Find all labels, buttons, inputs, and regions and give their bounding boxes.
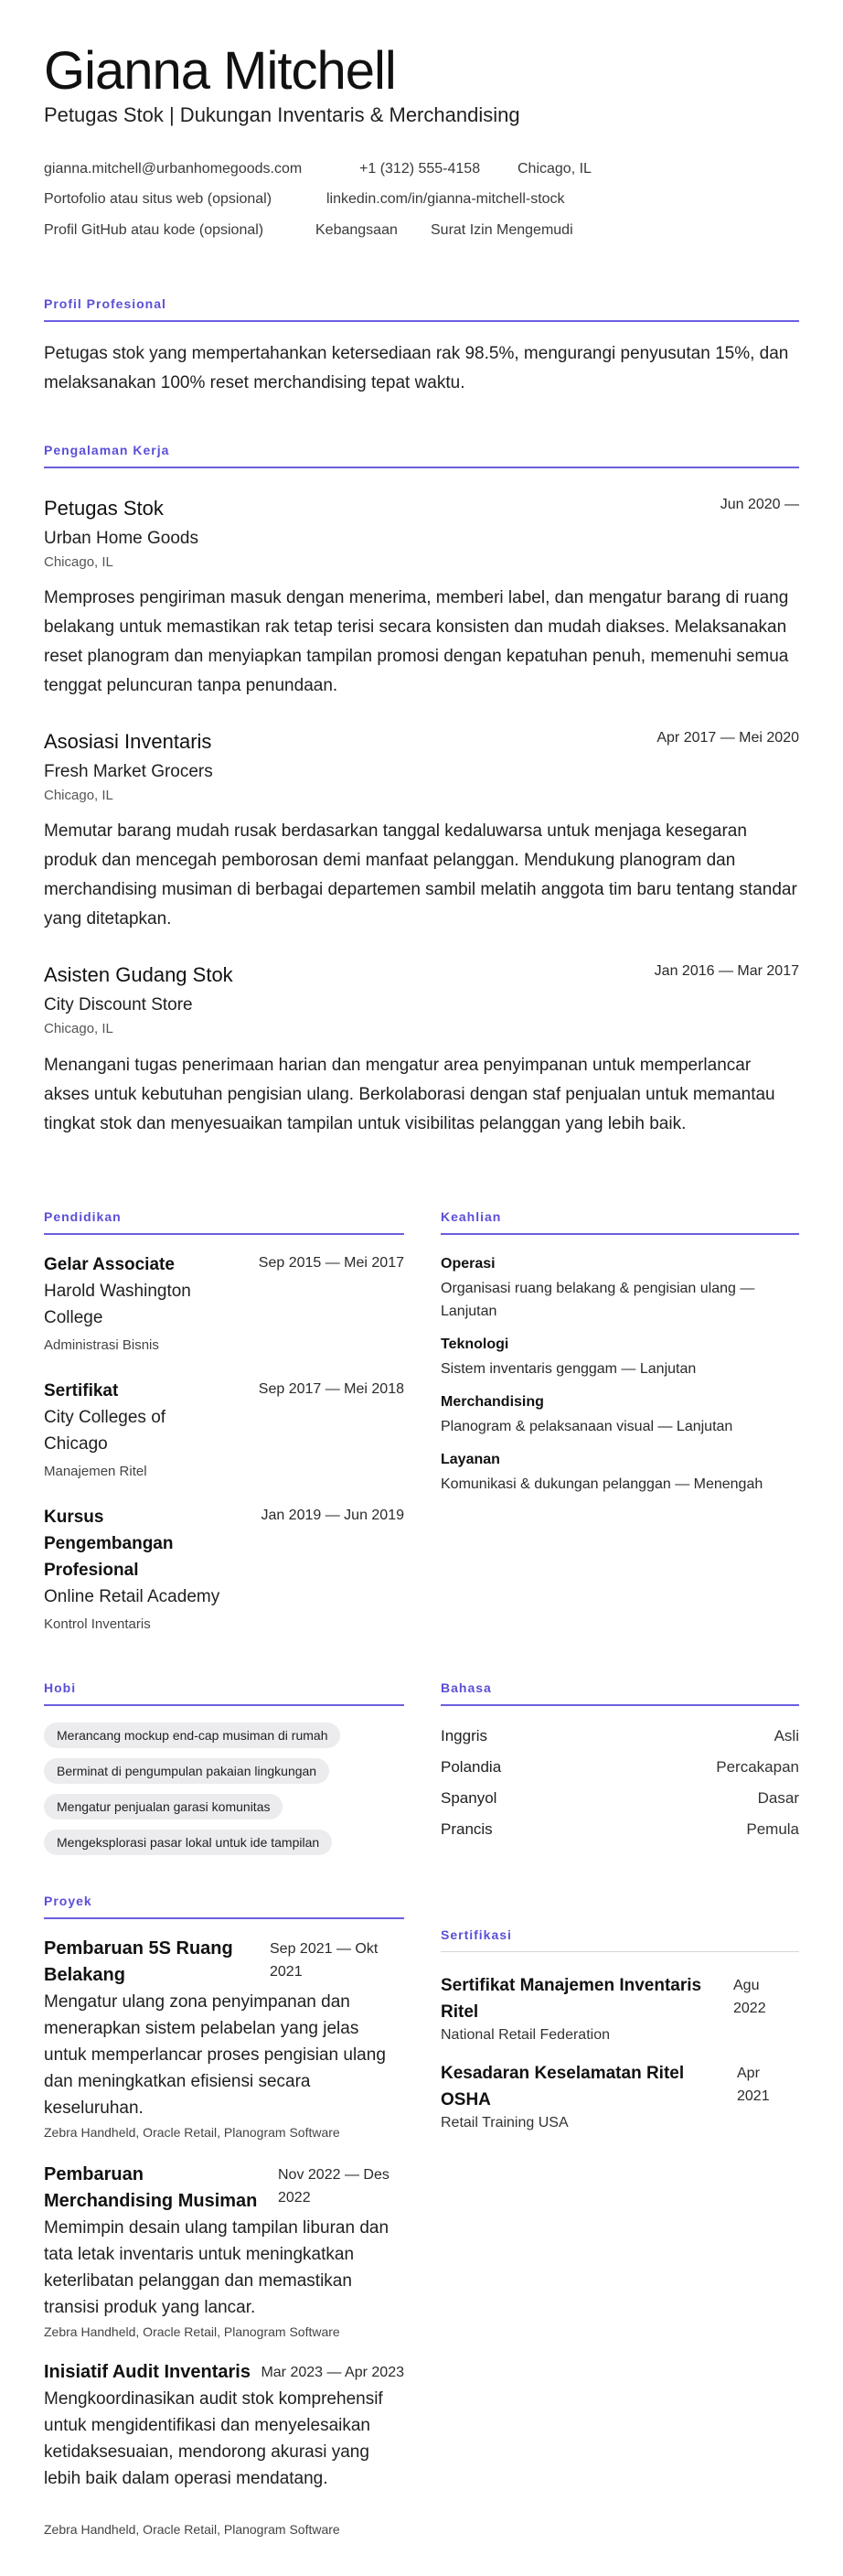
certification-date: Apr 2021 <box>737 2066 770 2104</box>
project-title: Pembaruan 5S Ruang Belakang <box>44 1938 233 1985</box>
hobby-chip: Mengeksplorasi pasar lokal untuk ide tampilan <box>44 1830 332 1855</box>
languages-divider <box>441 1704 799 1706</box>
job-description: Menangani tugas penerimaan harian dan mengatur area penyimpanan untuk memperlancar akses untuk kebutuhan pengisian ulang. Berkolaborasi dengan staf penjualan untuk memantau tingkat stok dan menyesuaikan tampilan untuk visibilitas pelanggan yang lebih baik. <box>44 1056 775 1133</box>
education-heading: Pendidikan <box>44 1209 122 1224</box>
project-title: Inisiatif Audit Inventaris <box>44 2362 251 2382</box>
job-company: Fresh Market Grocers <box>44 762 213 781</box>
education-degree: Sertifikat <box>44 1381 119 1401</box>
certification-issuer: National Retail Federation <box>441 2027 610 2043</box>
education-field: Kontrol Inventaris <box>44 1616 151 1632</box>
job-title: Asosiasi Inventaris <box>44 730 212 753</box>
job-dates: Apr 2017 — Mei 2020 <box>656 730 799 746</box>
contact-portfolio[interactable]: Portofolio atau situs web (opsional) <box>44 191 272 207</box>
candidate-name: Gianna Mitchell <box>44 41 396 101</box>
skill-value: Sistem inventaris genggam — Lanjutan <box>441 1361 697 1377</box>
certifications-heading: Sertifikasi <box>441 1927 512 1942</box>
language-name: Polandia <box>441 1758 502 1776</box>
summary-divider <box>44 320 799 322</box>
project-title: Pembaruan Merchandising Musiman <box>44 2164 258 2211</box>
education-school: City Colleges of Chicago <box>44 1408 166 1454</box>
project-dates: Sep 2021 — Okt 2021 <box>270 1941 379 1980</box>
education-divider <box>44 1233 404 1235</box>
candidate-subtitle: Petugas Stok | Dukungan Inventaris & Merchandising <box>44 103 520 126</box>
hobby-chip: Mengatur penjualan garasi komunitas <box>44 1794 283 1819</box>
projects-divider <box>44 1917 404 1919</box>
job-title: Asisten Gudang Stok <box>44 963 233 986</box>
project-tools: Zebra Handheld, Oracle Retail, Planogram Software <box>44 2522 340 2537</box>
project-description: Memimpin desain ulang tampilan liburan dan tata letak inventaris untuk meningkatkan keterlibatan pelanggan dan memastikan transisi produk yang lancar. <box>44 2218 389 2317</box>
project-tools: Zebra Handheld, Oracle Retail, Planogram Software <box>44 2324 340 2339</box>
hobbies-divider <box>44 1704 404 1706</box>
hobbies-heading: Hobi <box>44 1680 77 1695</box>
job-location: Chicago, IL <box>44 788 113 803</box>
skill-category: Teknologi <box>441 1336 509 1352</box>
certification-name: Kesadaran Keselamatan Ritel OSHA <box>441 2064 685 2109</box>
project-dates: Mar 2023 — Apr 2023 <box>261 2365 404 2380</box>
contact-nationality: Kebangsaan <box>315 222 398 238</box>
education-degree: Gelar Associate <box>44 1255 175 1274</box>
skill-value: Planogram & pelaksanaan visual — Lanjutan <box>441 1419 733 1434</box>
skill-value: Organisasi ruang belakang & pengisian ulang — Lanjutan <box>441 1281 755 1319</box>
certifications-divider <box>441 1951 799 1952</box>
contact-phone[interactable]: +1 (312) 555-4158 <box>359 161 481 177</box>
contact-email[interactable]: gianna.mitchell@urbanhomegoods.com <box>44 161 303 177</box>
experience-divider <box>44 467 799 468</box>
projects-heading: Proyek <box>44 1894 92 1908</box>
certification-name: Sertifikat Manajemen Inventaris Ritel <box>441 1976 702 2022</box>
contact-github[interactable]: Profil GitHub atau kode (opsional) <box>44 222 264 238</box>
education-school: Harold Washington College <box>44 1282 191 1327</box>
job-description: Memproses pengiriman masuk dengan menerima, memberi label, dan mengatur barang di ruang belakang untuk memastikan rak tetap terisi secara konsisten dan mudah diakses. Melaksanakan reset planogram dan menyiapkan tampilan promosi dengan kepatuhan penuh, memenuhi semua tenggat peluncuran tanpa penundaan. <box>44 588 789 695</box>
education-school: Online Retail Academy <box>44 1587 220 1606</box>
job-dates: Jan 2016 — Mar 2017 <box>654 963 799 979</box>
skill-category: Layanan <box>441 1452 500 1467</box>
summary-heading: Profil Profesional <box>44 296 166 311</box>
skills-heading: Keahlian <box>441 1209 502 1224</box>
certification-issuer: Retail Training USA <box>441 2115 569 2131</box>
job-location: Chicago, IL <box>44 554 113 570</box>
education-dates: Sep 2015 — Mei 2017 <box>258 1255 404 1271</box>
skills-divider <box>441 1233 799 1235</box>
contact-linkedin[interactable]: linkedin.com/in/gianna-mitchell-stock <box>326 191 565 207</box>
skill-value: Komunikasi & dukungan pelanggan — Menengah <box>441 1476 763 1492</box>
job-company: City Discount Store <box>44 995 193 1014</box>
hobby-chip: Merancang mockup end-cap musiman di rumah <box>44 1723 340 1748</box>
education-field: Administrasi Bisnis <box>44 1337 159 1353</box>
project-description: Mengatur ulang zona penyimpanan dan menerapkan sistem pelabelan yang jelas untuk memperlancar proses pengisian ulang dan meningkatkan efisiensi secara keseluruhan. <box>44 1992 386 2118</box>
language-name: Spanyol <box>441 1789 497 1807</box>
project-dates: Nov 2022 — Des 2022 <box>278 2167 389 2206</box>
certification-date: Agu 2022 <box>733 1978 766 2016</box>
language-level: Dasar <box>757 1789 799 1807</box>
contact-license: Surat Izin Mengemudi <box>431 222 573 238</box>
education-field: Manajemen Ritel <box>44 1464 147 1479</box>
language-name: Inggris <box>441 1727 488 1744</box>
summary-text: Petugas stok yang mempertahankan ketersediaan rak 98.5%, mengurangi penyusutan 15%, dan melaksanakan 100% reset merchandising tepat waktu. <box>44 344 789 392</box>
language-name: Prancis <box>441 1820 493 1838</box>
project-description: Mengkoordinasikan audit stok komprehensif untuk mengidentifikasi dan menyelesaikan ketidaksesuaian, mendorong akurasi yang lebih baik dalam operasi mendatang. <box>44 2389 383 2488</box>
education-degree: Kursus Pengembangan Profesional <box>44 1508 174 1580</box>
skill-category: Operasi <box>441 1256 496 1272</box>
experience-heading: Pengalaman Kerja <box>44 443 170 457</box>
job-company: Urban Home Goods <box>44 529 198 548</box>
education-dates: Sep 2017 — Mei 2018 <box>258 1381 404 1397</box>
hobby-chip: Berminat di pengumpulan pakaian lingkungan <box>44 1758 329 1784</box>
languages-heading: Bahasa <box>441 1680 492 1695</box>
language-level: Percakapan <box>716 1758 799 1776</box>
job-location: Chicago, IL <box>44 1021 113 1036</box>
job-dates: Jun 2020 — <box>720 497 799 512</box>
language-level: Asli <box>774 1727 799 1744</box>
job-title: Petugas Stok <box>44 497 164 520</box>
job-description: Memutar barang mudah rusak berdasarkan tanggal kedaluwarsa untuk menjaga kesegaran produk dan mencegah pemborosan demi manfaat pelanggan. Mendukung planogram dan merchandising musiman di berbagai departemen sambil melatih anggota tim baru tentang standar yang ditetapkan. <box>44 821 797 928</box>
language-level: Pemula <box>746 1820 799 1838</box>
skill-category: Merchandising <box>441 1394 544 1410</box>
project-tools: Zebra Handheld, Oracle Retail, Planogram Software <box>44 2125 340 2140</box>
education-dates: Jan 2019 — Jun 2019 <box>261 1508 404 1523</box>
contact-location: Chicago, IL <box>518 161 592 177</box>
